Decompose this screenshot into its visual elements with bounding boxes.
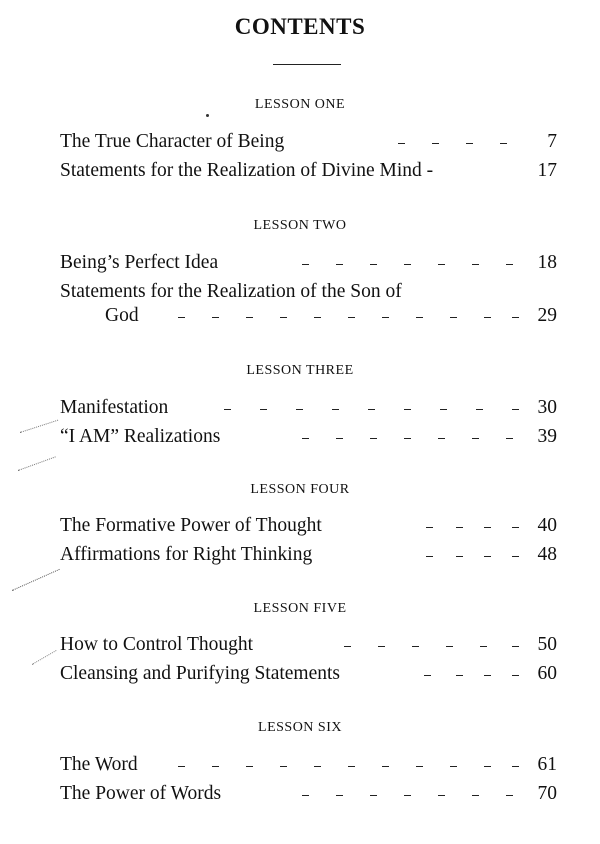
leader-dash <box>178 317 185 318</box>
leader-dash <box>484 556 491 557</box>
leader-dash <box>426 556 433 557</box>
leader-dash <box>348 317 355 318</box>
leader-dash <box>506 264 513 265</box>
leader-dash <box>466 143 473 144</box>
entry-page: 40 <box>537 515 557 536</box>
leader-dash <box>416 766 423 767</box>
leader-dash <box>416 317 423 318</box>
leader-dash <box>456 527 463 528</box>
lesson-heading-two: LESSON TWO <box>253 218 347 233</box>
leader-dash <box>212 317 219 318</box>
page-title: CONTENTS <box>234 14 366 39</box>
leader-dash <box>336 795 343 796</box>
leader-dash <box>484 766 491 767</box>
leader-dash <box>472 264 479 265</box>
leader-dash <box>450 766 457 767</box>
leader-dash <box>370 438 377 439</box>
entry-page: 70 <box>537 783 557 804</box>
leader-dash <box>512 675 519 676</box>
entry-title-continued: God <box>105 305 139 326</box>
leader-dash <box>512 646 519 647</box>
leader-dash <box>314 317 321 318</box>
leader-dash <box>382 317 389 318</box>
leader-dash <box>512 317 519 318</box>
entry-page: 39 <box>537 426 557 447</box>
leader-dash <box>404 438 411 439</box>
leader-dash <box>302 795 309 796</box>
lesson-heading-four: LESSON FOUR <box>250 482 350 497</box>
scan-mark <box>20 420 58 433</box>
leader-dash <box>314 766 321 767</box>
leader-dash <box>178 766 185 767</box>
scan-mark <box>18 456 56 471</box>
leader-dash <box>512 527 519 528</box>
entry-page: 61 <box>537 754 557 775</box>
title-rule <box>273 64 341 65</box>
leader-dash <box>370 795 377 796</box>
entry-page: 30 <box>537 397 557 418</box>
scan-mark <box>32 650 57 665</box>
lesson-heading-three: LESSON THREE <box>246 363 354 378</box>
leader-dash <box>500 143 507 144</box>
entry-page: 50 <box>537 634 557 655</box>
entry-title: How to Control Thought <box>60 634 254 655</box>
entry-title: The Word <box>60 754 138 775</box>
entry-title: Statements for the Realization of Divine Mind - <box>60 160 434 181</box>
leader-dash <box>438 264 445 265</box>
leader-dash <box>512 556 519 557</box>
leader-dash <box>404 409 411 410</box>
leader-dash <box>246 766 253 767</box>
leader-dash <box>456 675 463 676</box>
leader-dash <box>404 264 411 265</box>
lesson-heading-five: LESSON FIVE <box>253 601 347 616</box>
entry-page: 17 <box>537 160 557 181</box>
leader-dash <box>412 646 419 647</box>
entry-title: Being’s Perfect Idea <box>60 252 219 273</box>
entry-page: 60 <box>537 663 557 684</box>
leader-dash <box>212 766 219 767</box>
leader-dash <box>426 527 433 528</box>
lesson-heading-six: LESSON SIX <box>258 720 342 735</box>
entry-title: The Formative Power of Thought <box>60 515 322 536</box>
entry-title: Affirmations for Right Thinking <box>60 544 313 565</box>
leader-dash <box>432 143 439 144</box>
leader-dash <box>424 675 431 676</box>
leader-dash <box>506 795 513 796</box>
leader-dash <box>348 766 355 767</box>
leader-dash <box>302 438 309 439</box>
entry-title: The True Character of Being <box>60 131 285 152</box>
leader-dash <box>438 795 445 796</box>
leader-dash <box>456 556 463 557</box>
entry-title: The Power of Words <box>60 783 222 804</box>
entry-title: Cleansing and Purifying Statements <box>60 663 341 684</box>
leader-dash <box>440 409 447 410</box>
leader-dash <box>332 409 339 410</box>
scan-mark <box>12 569 60 591</box>
scan-speck <box>206 114 209 117</box>
leader-dash <box>450 317 457 318</box>
leader-dash <box>484 675 491 676</box>
leader-dash <box>512 409 519 410</box>
leader-dash <box>480 646 487 647</box>
leader-dash <box>336 264 343 265</box>
leader-dash <box>224 409 231 410</box>
lesson-heading-one: LESSON ONE <box>254 97 346 112</box>
leader-dash <box>302 264 309 265</box>
leader-dash <box>296 409 303 410</box>
leader-dash <box>246 317 253 318</box>
entry-page: 7 <box>547 131 557 152</box>
leader-dash <box>512 766 519 767</box>
leader-dash <box>336 438 343 439</box>
leader-dash <box>446 646 453 647</box>
leader-dash <box>260 409 267 410</box>
leader-dash <box>280 317 287 318</box>
leader-dash <box>484 527 491 528</box>
leader-dash <box>404 795 411 796</box>
leader-dash <box>280 766 287 767</box>
leader-dash <box>472 795 479 796</box>
leader-dash <box>476 409 483 410</box>
entry-title: “I AM” Realizations <box>60 426 221 447</box>
entry-page: 29 <box>537 305 557 326</box>
entry-page: 48 <box>537 544 557 565</box>
leader-dash <box>382 766 389 767</box>
leader-dash <box>344 646 351 647</box>
entry-page: 18 <box>537 252 557 273</box>
leader-dash <box>398 143 405 144</box>
leader-dash <box>368 409 375 410</box>
leader-dash <box>472 438 479 439</box>
entry-title: Statements for the Realization of the Son of <box>60 281 402 302</box>
entry-title: Manifestation <box>60 397 169 418</box>
leader-dash <box>506 438 513 439</box>
leader-dash <box>484 317 491 318</box>
leader-dash <box>370 264 377 265</box>
leader-dash <box>438 438 445 439</box>
leader-dash <box>378 646 385 647</box>
